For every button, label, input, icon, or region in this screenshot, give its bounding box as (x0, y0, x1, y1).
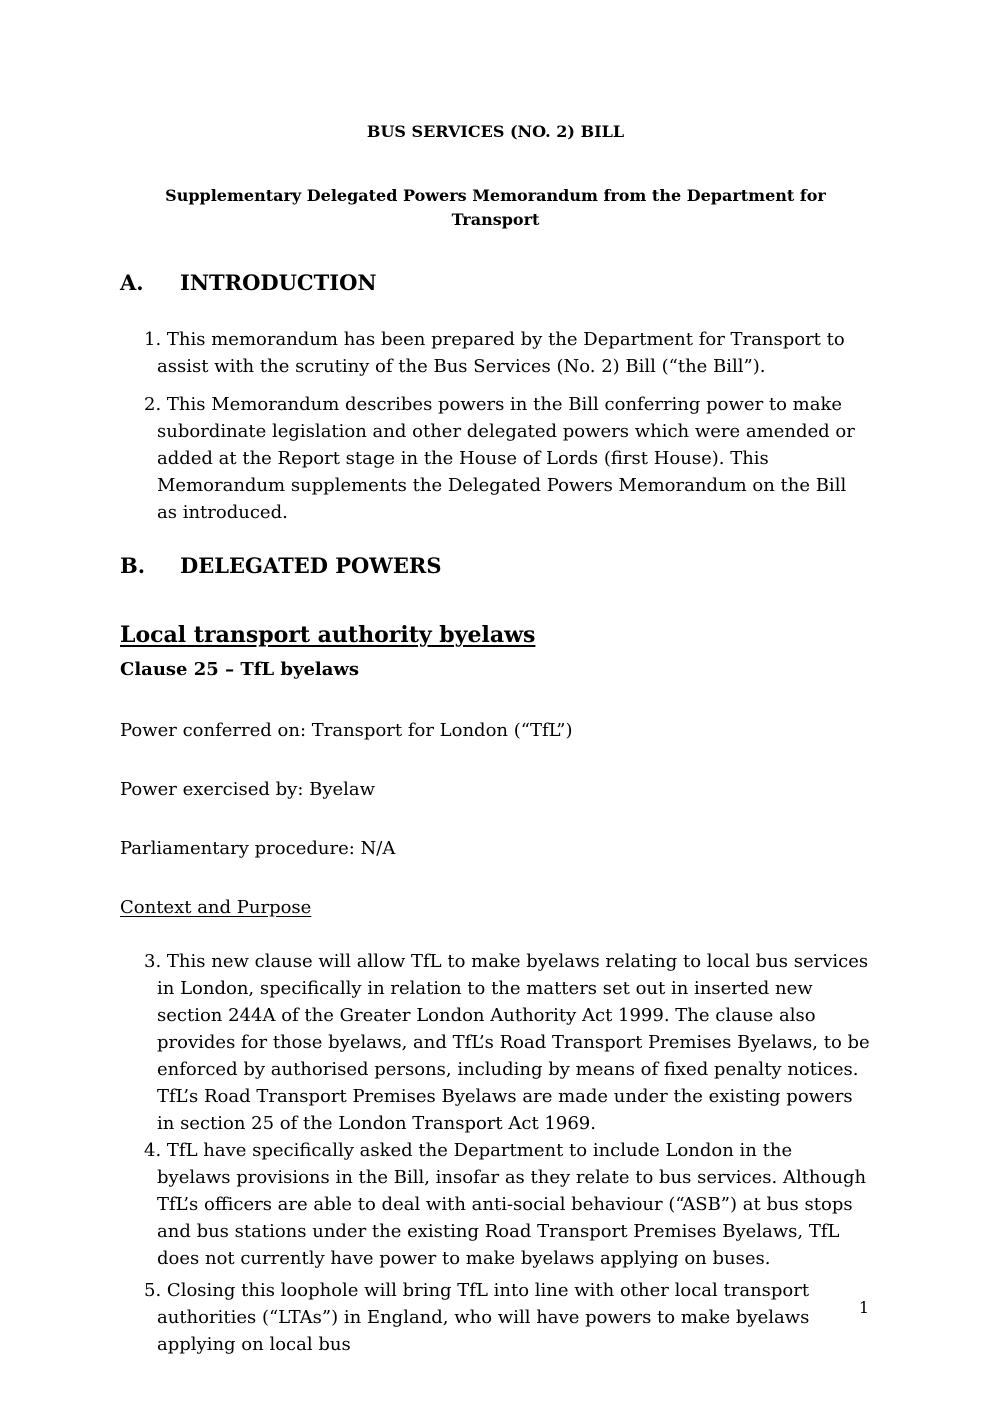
numbered-paragraph-2 (144, 391, 871, 526)
field-power-conferred-on: Power conferred on: Transport for London (“TfL”) (120, 720, 573, 741)
page-number: 1 (858, 1298, 869, 1317)
paragraph-3-text: This new clause will allow TfL to make byelaws relating to local bus services in London, specifically in relation to the matters set out in inserted new section 244A of the Greater London Authority Act 1999. The clause also provides for those byelaws, and TfL’s Road Transport Premises Byelaws, to be enforced by authorised persons, including by means of fixed penalty notices. TfL’s Road Transport Premises Byelaws are made under the existing powers in section 25 of the London Transport Act 1969. (157, 951, 870, 1134)
section-b-letter: B. (120, 553, 146, 578)
section-b-paragraphs (120, 948, 871, 1358)
paragraph-2-number: 2. (144, 394, 162, 415)
paragraph-2-text: This Memorandum describes powers in the Bill conferring power to make subordinate legislation and other delegated powers which were amended or added at the Report stage in the House of Lords (first House). This Memorandum supplements the Delegated Powers Memorandum on the Bill as introduced. (157, 394, 855, 523)
paragraph-4-text: TfL have specifically asked the Department to include London in the byelaws provisions in the Bill, insofar as they relate to bus services. Although TfL’s officers are able to deal with anti-social behaviour (“ASB”) at bus stops and bus stations under the existing Road Transport Premises Byelaws, TfL does not currently have power to make byelaws applying on buses. (157, 1140, 867, 1269)
context-and-purpose-heading: Context and Purpose (120, 897, 312, 918)
paragraph-4-number: 4. (144, 1140, 162, 1161)
section-b-heading (120, 551, 871, 581)
section-a-letter: A. (120, 270, 144, 295)
clause-25-heading: Clause 25 – TfL byelaws (120, 659, 360, 680)
numbered-paragraph-3 (144, 948, 871, 1137)
paragraph-1-number: 1. (144, 329, 162, 350)
section-a-paragraphs (120, 326, 871, 526)
paragraph-3-number: 3. (144, 951, 162, 972)
section-b-title: DELEGATED POWERS (180, 553, 442, 578)
document-subtitle: Supplementary Delegated Powers Memorandum from the Department for Transport (165, 186, 826, 229)
field-power-exercised-by: Power exercised by: Byelaw (120, 779, 376, 800)
document-title: BUS SERVICES (NO. 2) BILL (366, 122, 625, 141)
numbered-paragraph-1 (144, 326, 871, 380)
numbered-paragraph-5 (144, 1277, 871, 1358)
field-parliamentary-procedure: Parliamentary procedure: N/A (120, 838, 396, 859)
paragraph-5-number: 5. (144, 1280, 162, 1301)
section-a-title: INTRODUCTION (180, 270, 377, 295)
section-a-heading (120, 268, 871, 298)
paragraph-5-text: Closing this loophole will bring TfL into line with other local transport authorities (“LTAs”) in England, who will have powers to make byelaws applying on local bus (157, 1280, 810, 1355)
subheading-local-transport-authority-byelaws: Local transport authority byelaws (120, 622, 536, 648)
numbered-paragraph-4 (144, 1137, 871, 1272)
paragraph-1-text: This memorandum has been prepared by the Department for Transport to assist with the scrutiny of the Bus Services (No. 2) Bill (“the Bill”). (157, 329, 845, 377)
